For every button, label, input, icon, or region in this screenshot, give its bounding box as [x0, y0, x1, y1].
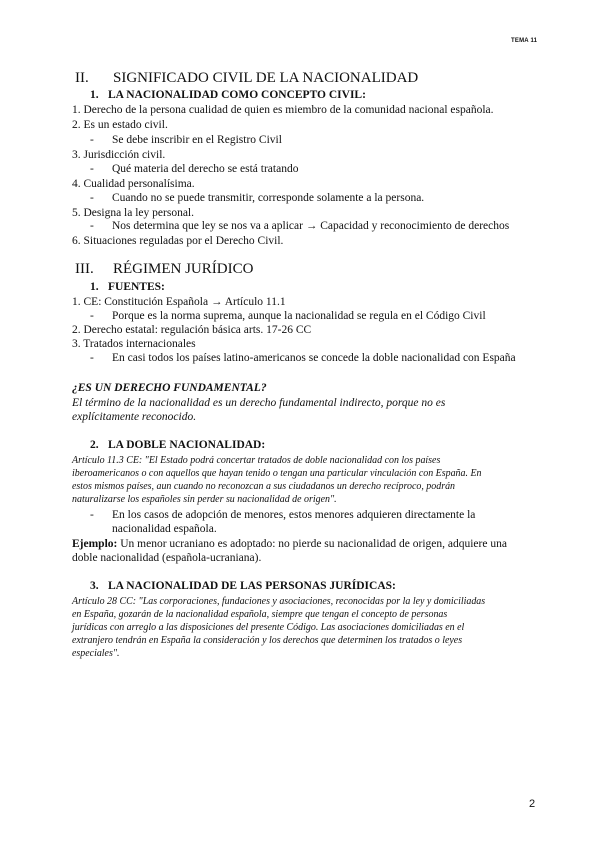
sub-list-item: - Nos determina que ley se nos va a aplicar → Capacidad y reconocimiento de derechos — [90, 220, 510, 232]
section-heading-2 — [75, 70, 418, 87]
example-line — [72, 537, 507, 551]
quote-line: Artículo 11.3 CE: "El Estado podrá concertar tratados de doble nacionalidad con los países — [72, 455, 441, 466]
quote-line: jurídicas con arreglo a las disposiciones del presente Código. Las asociaciones domiciliadas en el — [72, 622, 465, 633]
subheading-number: 2. — [90, 439, 99, 451]
list-item: 1. CE: Constitución Española → Artículo 11.1 — [72, 296, 286, 308]
list-item: 4. Cualidad personalísima. — [72, 178, 195, 190]
subheading-number: 3. — [90, 580, 99, 592]
quote-line: iberoamericanos o con aquellos que hayan tenido o tengan una particular vinculación con España. En — [72, 468, 482, 479]
subheading — [90, 439, 265, 451]
subheading-title: LA NACIONALIDAD DE LAS PERSONAS JURÍDICAS: — [108, 580, 396, 592]
sub-list-text: Se debe inscribir en el Registro Civil — [112, 134, 282, 146]
quote-line: naturalizarse los españoles sin perder su nacionalidad de origen". — [72, 494, 337, 505]
section-heading-3 — [75, 261, 253, 278]
sub-list-text: En los casos de adopción de menores, estos menores adquieren directamente la — [112, 509, 476, 521]
page-number: 2 — [529, 798, 536, 810]
sub-list-item: - Se debe inscribir en el Registro Civil — [90, 134, 282, 146]
example-label: Ejemplo: — [72, 538, 118, 550]
sub-list-text: Porque es la norma suprema, aunque la nacionalidad se regula en el Código Civil — [112, 310, 486, 322]
sub-list-item: - Cuando no se puede transmitir, corresponde solamente a la persona. — [90, 192, 425, 204]
list-item: 1. Derecho de la persona cualidad de quien es miembro de la comunidad nacional española. — [72, 104, 494, 116]
list-item: 6. Situaciones reguladas por el Derecho Civil. — [72, 235, 284, 247]
example-text: Un menor ucraniano es adoptado: no pierde su nacionalidad de origen, adquiere una — [117, 538, 507, 550]
example-line: doble nacionalidad (española-ucraniana). — [72, 552, 262, 564]
list-item: 2. Derecho estatal: regulación básica arts. 17-26 CC — [72, 324, 312, 336]
quote-line: en España, gozarán de la nacionalidad española, siempre que tengan el concepto de personas — [72, 609, 448, 620]
sub-list-item: - Qué materia del derecho se está tratando — [90, 163, 299, 175]
subheading-number: 1. — [90, 281, 99, 293]
subheading — [90, 89, 366, 101]
list-item: 5. Designa la ley personal. — [72, 207, 194, 219]
subheading-title: LA DOBLE NACIONALIDAD: — [108, 439, 266, 451]
subheading-title: FUENTES: — [108, 281, 165, 293]
section-title: RÉGIMEN JURÍDICO — [113, 261, 254, 277]
quote-line: estos mismos países, aun cuando no reconozcan a sus ciudadanos un derecho recíproco, podrán — [72, 481, 456, 492]
section-number: III. — [75, 261, 94, 277]
quote-line: Artículo 28 CC: "Las corporaciones, fundaciones y asociaciones, reconocidas por la ley y domiciliadas — [72, 596, 486, 607]
sub-list-text: Nos determina que ley se nos va a aplicar → Capacidad y reconocimiento de derechos — [112, 220, 510, 232]
question-heading: ¿ES UN DERECHO FUNDAMENTAL? — [72, 382, 267, 394]
list-item: 3. Tratados internacionales — [72, 338, 196, 350]
section-number: II. — [75, 70, 89, 86]
sub-list-item: - En los casos de adopción de menores, estos menores adquieren directamente la — [90, 509, 476, 521]
section-title: SIGNIFICADO CIVIL DE LA NACIONALIDAD — [113, 70, 419, 86]
quote-line: especiales". — [72, 648, 120, 659]
sub-list-item: - En casi todos los países latino-americanos se concede la doble nacionalidad con España — [90, 352, 516, 364]
subheading-number: 1. — [90, 89, 99, 101]
subheading — [90, 580, 396, 592]
quote-line: extranjero tendrán en España la consideración y los derechos que determinen los tratados o leyes — [72, 635, 463, 646]
answer-line: El término de la nacionalidad es un derecho fundamental indirecto, porque no es — [72, 397, 446, 409]
list-item: 3. Jurisdicción civil. — [72, 149, 166, 161]
subheading-title: LA NACIONALIDAD COMO CONCEPTO CIVIL: — [108, 89, 366, 101]
sub-list-continuation: nacionalidad española. — [112, 523, 217, 535]
answer-line: explícitamente reconocido. — [72, 411, 197, 423]
sub-list-text: En casi todos los países latino-americanos se concede la doble nacionalidad con España — [112, 352, 516, 364]
subheading — [90, 281, 165, 293]
sub-list-text: Cuando no se puede transmitir, corresponde solamente a la persona. — [112, 192, 425, 204]
sub-list-item: - Porque es la norma suprema, aunque la nacionalidad se regula en el Código Civil — [90, 310, 486, 322]
sub-list-text: Qué materia del derecho se está tratando — [112, 163, 299, 175]
header-label: TEMA 11 — [511, 38, 538, 44]
list-item: 2. Es un estado civil. — [72, 119, 168, 131]
